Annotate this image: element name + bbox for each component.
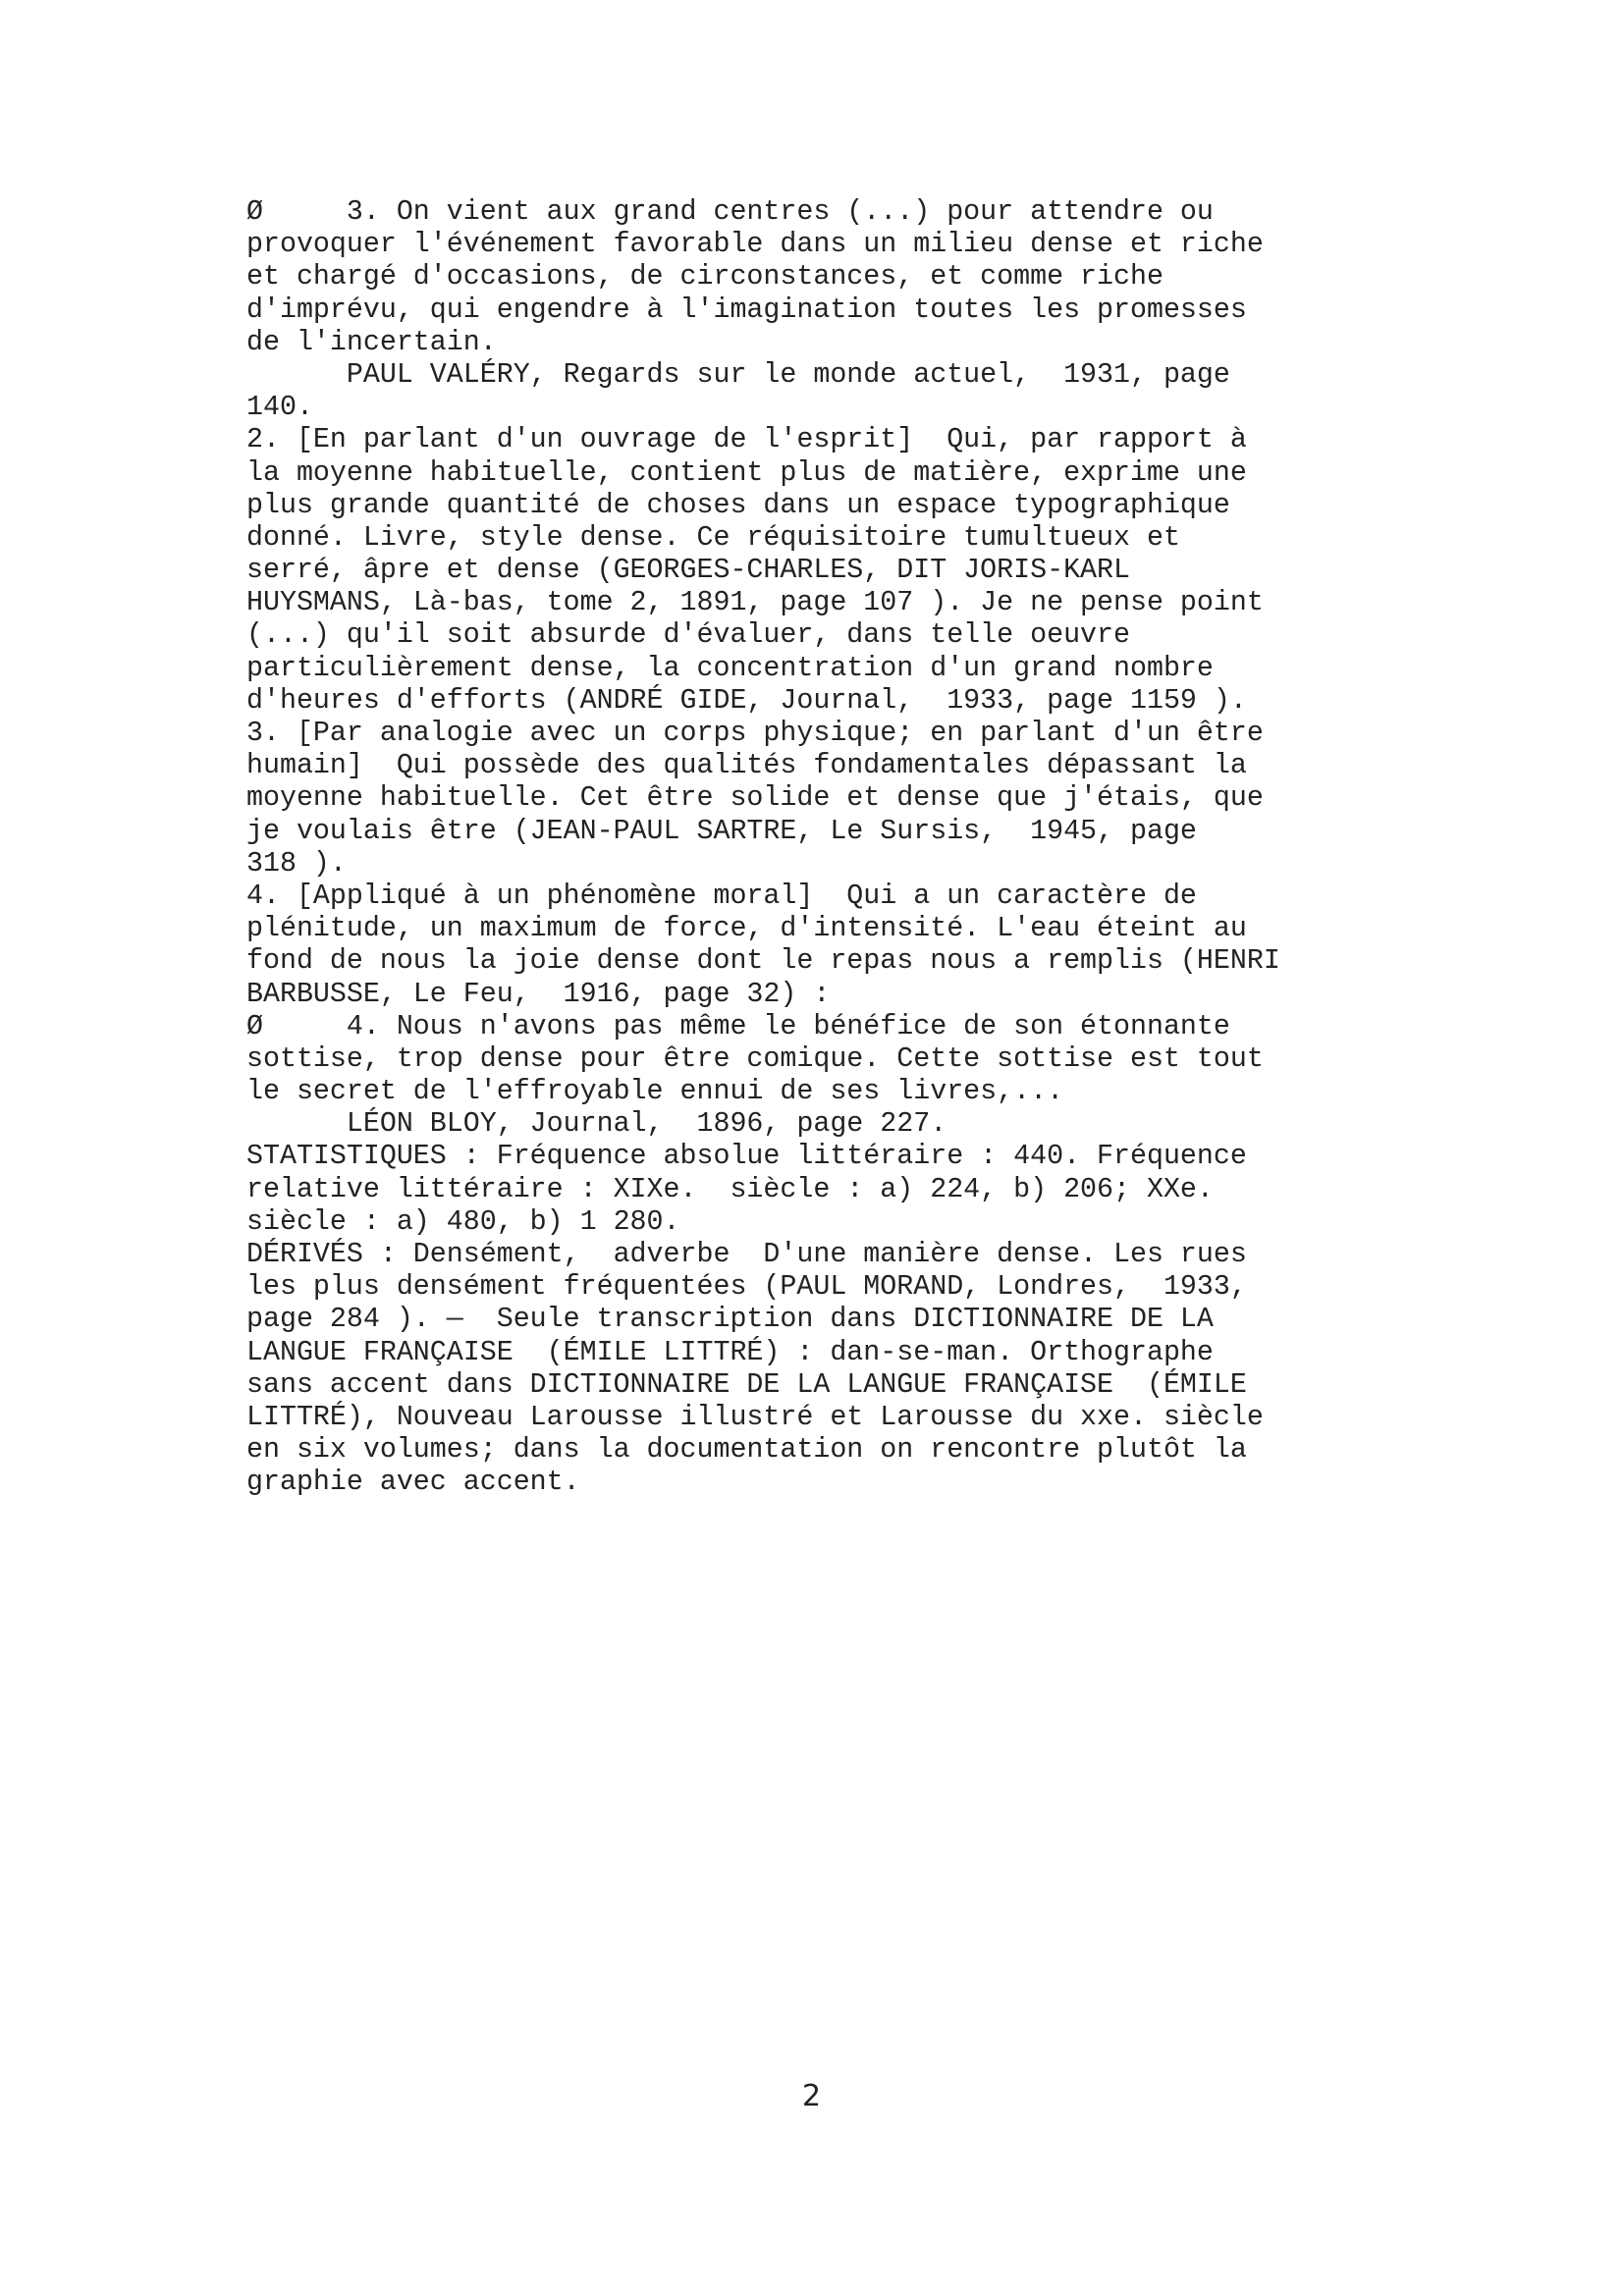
- derives-line: sans accent dans DICTIONNAIRE DE LA LANGUE FRANÇAISE (ÉMILE: [246, 1368, 1247, 1401]
- citation-line: LÉON BLOY, Journal, 1896, page 227.: [246, 1108, 947, 1141]
- text-line: 4. [Appliqué à un phénomène moral] Qui a un caractère de: [246, 880, 1197, 912]
- statistics-line: siècle : a) 480, b) 1 280.: [246, 1205, 680, 1238]
- text-line: le secret de l'effroyable ennui de ses livres,...: [246, 1076, 1064, 1108]
- text-line: et chargé d'occasions, de circonstances, et comme riche: [246, 261, 1163, 294]
- statistics-line: STATISTIQUES : Fréquence absolue littéraire : 440. Fréquence: [246, 1141, 1247, 1173]
- dictionary-entry-text: [246, 196, 1385, 1500]
- derives-line: DÉRIVÉS : Densément, adverbe D'une manière dense. Les rues: [246, 1239, 1247, 1270]
- text-line: BARBUSSE, Le Feu, 1916, page 32) :: [246, 978, 831, 1010]
- derives-line: graphie avec accent.: [246, 1467, 580, 1499]
- statistics-line: relative littéraire : XIXe. siècle : a) 224, b) 206; XXe.: [246, 1173, 1214, 1205]
- text-line: la moyenne habituelle, contient plus de matière, exprime une: [246, 456, 1247, 489]
- derives-line: LANGUE FRANÇAISE (ÉMILE LITTRÉ) : dan-se-man. Orthographe: [246, 1336, 1214, 1368]
- text-line: provoquer l'événement favorable dans un milieu dense et riche: [246, 229, 1264, 261]
- page-number: 2: [801, 2079, 822, 2113]
- text-line: 2. [En parlant d'un ouvrage de l'esprit] Qui, par rapport à: [246, 424, 1247, 456]
- text-line: sottise, trop dense pour être comique. Cette sottise est tout: [246, 1042, 1264, 1075]
- text-line: fond de nous la joie dense dont le repas nous a remplis (HENRI: [246, 945, 1280, 978]
- text-line: HUYSMANS, Là-bas, tome 2, 1891, page 107 ). Je ne pense point: [246, 587, 1264, 619]
- text-line: serré, âpre et dense (GEORGES-CHARLES, DIT JORIS-KARL: [246, 555, 1130, 587]
- derives-line: LITTRÉ), Nouveau Larousse illustré et Larousse du xxe. siècle: [246, 1401, 1264, 1433]
- derives-line: page 284 ). — Seule transcription dans DICTIONNAIRE DE LA: [246, 1304, 1214, 1336]
- text-line: d'heures d'efforts (ANDRÉ GIDE, Journal, 1933, page 1159 ).: [246, 684, 1247, 717]
- text-line: moyenne habituelle. Cet être solide et dense que j'étais, que: [246, 782, 1264, 815]
- text-line: je voulais être (JEAN-PAUL SARTRE, Le Sursis, 1945, page: [246, 815, 1197, 847]
- text-line: plénitude, un maximum de force, d'intensité. L'eau éteint au: [246, 913, 1247, 945]
- derives-line: les plus densément fréquentées (PAUL MORAND, Londres, 1933,: [246, 1271, 1247, 1304]
- text-line: 3. [Par analogie avec un corps physique; en parlant d'un être: [246, 718, 1264, 749]
- text-line: d'imprévu, qui engendre à l'imagination toutes les promesses: [246, 294, 1247, 326]
- citation-line: PAUL VALÉRY, Regards sur le monde actuel, 1931, page: [246, 358, 1230, 391]
- derives-line: en six volumes; dans la documentation on rencontre plutôt la: [246, 1434, 1247, 1467]
- text-line: Ø 3. On vient aux grand centres (...) pour attendre ou: [246, 196, 1214, 228]
- text-line: humain] Qui possède des qualités fondamentales dépassant la: [246, 750, 1247, 782]
- text-line: 140.: [246, 392, 313, 424]
- text-line: particulièrement dense, la concentration d'un grand nombre: [246, 652, 1214, 684]
- text-line: plus grande quantité de choses dans un espace typographique: [246, 489, 1230, 521]
- text-line: Ø 4. Nous n'avons pas même le bénéfice de son étonnante: [246, 1010, 1230, 1042]
- text-line: (...) qu'il soit absurde d'évaluer, dans telle oeuvre: [246, 619, 1130, 652]
- text-line: de l'incertain.: [246, 326, 497, 358]
- text-line: 318 ).: [246, 847, 347, 880]
- text-line: donné. Livre, style dense. Ce réquisitoire tumultueux et: [246, 521, 1180, 554]
